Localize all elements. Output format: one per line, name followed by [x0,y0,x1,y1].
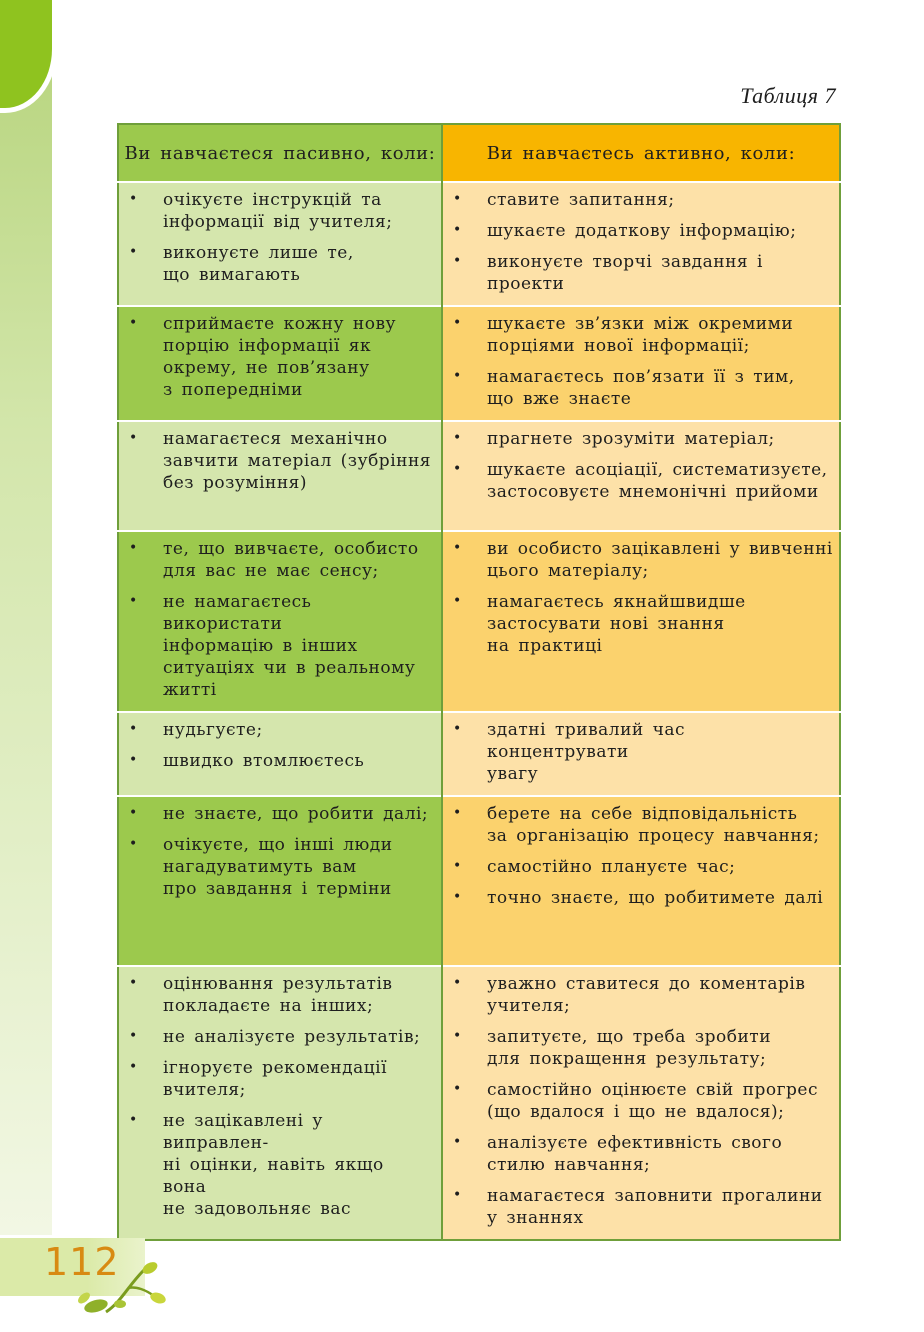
page-number: 112 [44,1240,120,1284]
passive-cell [118,531,442,712]
list-item: • те, що вивчаєте, особисто для вас не має сенсу; [125,538,435,582]
passive-list [125,428,435,494]
passive-cell [118,712,442,796]
list-item: • шукаєте додаткову інформацію; [449,220,833,242]
table-row [118,306,840,421]
list-item: • сприймаєте кожну нову порцію інформації як окрему, не пов’язану з попередніми [125,313,435,401]
list-item: • намагаєтеся механічно завчити матеріал (зубріння без розуміння) [125,428,435,494]
passive-list [125,719,435,772]
active-cell [442,421,840,531]
list-item: • намагаєтесь якнайшвидше застосувати нові знання на практиці [449,591,833,657]
passive-cell [118,796,442,966]
header-active: Ви навчаєтесь активно, коли: [442,124,840,182]
active-list [449,189,833,295]
list-item: • не намагаєтесь використати інформацію в інших ситуаціях чи в реальному житті [125,591,435,701]
list-item: • намагаєтесь пов’язати її з тим, що вже знаєте [449,366,833,410]
list-item: • швидко втомлюєтесь [125,750,435,772]
list-item: • точно знаєте, що робитимете далі [449,887,833,909]
active-cell [442,966,840,1240]
passive-list [125,189,435,286]
active-cell [442,306,840,421]
list-item: • самостійно плануєте час; [449,856,833,878]
active-list [449,973,833,1229]
list-item: • ігноруєте рекомендації вчителя; [125,1057,435,1101]
table-caption: Таблиця 7 [740,83,836,108]
passive-cell [118,306,442,421]
sprout-decoration-icon [66,1256,184,1316]
list-item: • очікуєте, що інші люди нагадуватимуть вам про завдання і терміни [125,834,435,900]
passive-cell [118,182,442,306]
list-item: • ви особисто зацікавлені у вивченні цього матеріалу; [449,538,833,582]
active-list [449,719,833,785]
list-item: • намагаєтеся заповнити прогалини у знаннях [449,1185,833,1229]
passive-cell [118,966,442,1240]
list-item: • шукаєте зв’язки між окремими порціями нової інформації; [449,313,833,357]
list-item: • виконуєте лише те, що вимагають [125,242,435,286]
table-row [118,796,840,966]
table-row [118,421,840,531]
list-item: • шукаєте асоціації, систематизуєте, застосовуєте мнемонічні прийоми [449,459,833,503]
table-header-row [118,124,840,182]
list-item: • аналізуєте ефективність свого стилю навчання; [449,1132,833,1176]
list-item: • не знаєте, що робити далі; [125,803,435,825]
learning-styles-table [117,123,841,1241]
list-item: • ставите запитання; [449,189,833,211]
list-item: • самостійно оцінюєте свій прогрес (що вдалося і що не вдалося); [449,1079,833,1123]
passive-list [125,803,435,900]
list-item: • оцінювання результатів покладаєте на інших; [125,973,435,1017]
list-item: • очікуєте інструкцій та інформації від учителя; [125,189,435,233]
table-row [118,712,840,796]
active-cell [442,182,840,306]
list-item: • нудьгуєте; [125,719,435,741]
active-list [449,313,833,410]
active-cell [442,712,840,796]
list-item: • уважно ставитеся до коментарів учителя; [449,973,833,1017]
side-color-band [0,0,52,1235]
passive-cell [118,421,442,531]
list-item: • запитуєте, що треба зробити для покращення результату; [449,1026,833,1070]
list-item: • берете на себе відповідальність за організацію процесу навчання; [449,803,833,847]
passive-list [125,538,435,701]
active-list [449,428,833,503]
list-item: • здатні тривалий час концентрувати увагу [449,719,833,785]
table-body [118,182,840,1240]
list-item: • не аналізуєте результатів; [125,1026,435,1048]
table-row [118,966,840,1240]
passive-list [125,313,435,401]
header-passive: Ви навчаєтеся пасивно, коли: [118,124,442,182]
passive-list [125,973,435,1220]
list-item: • прагнете зрозуміти матеріал; [449,428,833,450]
list-item: • виконуєте творчі завдання і проекти [449,251,833,295]
active-cell [442,531,840,712]
list-item: • не зацікавлені у виправлен- ні оцінки, навіть якщо вона не задовольняє вас [125,1110,435,1220]
table-row [118,531,840,712]
active-cell [442,796,840,966]
active-list [449,803,833,909]
active-list [449,538,833,657]
table-row [118,182,840,306]
